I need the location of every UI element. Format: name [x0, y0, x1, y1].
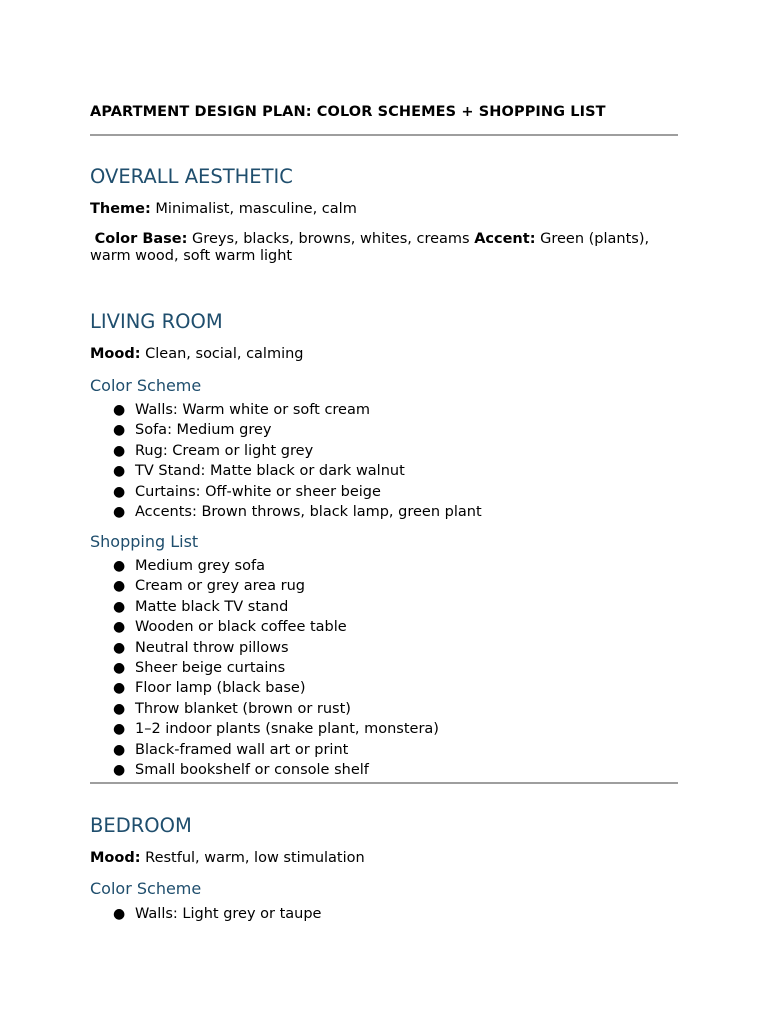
bullet-icon: ●	[113, 639, 126, 656]
color-base-paragraph	[90, 231, 678, 265]
list-item: ● Cream or grey area rug	[90, 576, 439, 596]
bullet-icon: ●	[113, 619, 126, 636]
list-item: ● Walls: Light grey or taupe	[90, 904, 321, 924]
title-divider	[90, 134, 678, 136]
list-item: ● Sheer beige curtains	[90, 658, 439, 678]
section-divider	[90, 782, 678, 784]
bedroom-mood-value: Restful, warm, low stimulation	[140, 850, 365, 866]
bullet-icon: ●	[113, 598, 126, 615]
theme-value: Minimalist, masculine, calm	[150, 201, 357, 217]
list-item: ● Walls: Warm white or soft cream	[90, 400, 482, 420]
bedroom-mood-line	[90, 850, 365, 867]
list-item: ● Small bookshelf or console shelf	[90, 760, 439, 780]
bullet-icon: ●	[113, 422, 126, 439]
bullet-icon: ●	[113, 463, 126, 480]
list-item: ● Wooden or black coffee table	[90, 617, 439, 637]
bullet-icon: ●	[113, 483, 126, 500]
living-room-heading: LIVING ROOM	[90, 310, 223, 333]
bullet-icon: ●	[113, 761, 126, 778]
accent-label: Accent:	[474, 231, 536, 247]
bedroom-color-scheme-list	[90, 904, 321, 924]
list-item: ● Medium grey sofa	[90, 556, 439, 576]
bullet-icon: ●	[113, 680, 126, 697]
list-item: ● Matte black TV stand	[90, 597, 439, 617]
list-item: ● Rug: Cream or light grey	[90, 441, 482, 461]
living-room-shopping-list	[90, 556, 439, 780]
living-room-shopping-heading: Shopping List	[90, 532, 199, 551]
bedroom-color-scheme-heading: Color Scheme	[90, 879, 202, 898]
theme-line	[90, 201, 357, 218]
bullet-icon: ●	[113, 700, 126, 717]
list-item: ● Neutral throw pillows	[90, 638, 439, 658]
list-item: ● Curtains: Off-white or sheer beige	[90, 482, 482, 502]
bullet-icon: ●	[113, 402, 126, 418]
list-item: ● TV Stand: Matte black or dark walnut	[90, 461, 482, 481]
color-base-label: Color Base:	[94, 231, 188, 247]
list-item: ● Black-framed wall art or print	[90, 740, 439, 760]
bullet-icon: ●	[113, 906, 126, 922]
list-item: ● Accents: Brown throws, black lamp, green plant	[90, 502, 482, 522]
bullet-icon: ●	[113, 741, 126, 758]
bullet-icon: ●	[113, 442, 126, 459]
living-room-color-scheme-heading: Color Scheme	[90, 376, 202, 395]
bullet-icon: ●	[113, 558, 126, 574]
bullet-icon: ●	[113, 503, 126, 520]
living-room-color-scheme-list	[90, 400, 482, 522]
accent-value: Green (plants), warm wood, soft warm light	[90, 231, 650, 264]
bedroom-mood-label: Mood:	[90, 850, 141, 866]
living-room-mood-value: Clean, social, calming	[140, 346, 304, 362]
document-title: APARTMENT DESIGN PLAN: COLOR SCHEMES + SHOPPING LIST	[90, 104, 606, 120]
theme-label: Theme:	[90, 201, 151, 217]
list-item: ● Throw blanket (brown or rust)	[90, 699, 439, 719]
list-item: ● 1–2 indoor plants (snake plant, monstera)	[90, 719, 439, 739]
living-room-mood-label: Mood:	[90, 346, 141, 362]
list-item: ● Floor lamp (black base)	[90, 678, 439, 698]
bullet-icon: ●	[113, 578, 126, 595]
overall-aesthetic-heading: OVERALL AESTHETIC	[90, 165, 293, 188]
bullet-icon: ●	[113, 721, 126, 738]
list-item: ● Sofa: Medium grey	[90, 420, 482, 440]
color-base-value: Greys, blacks, browns, whites, creams	[187, 231, 475, 247]
bedroom-heading: BEDROOM	[90, 814, 192, 837]
bullet-icon: ●	[113, 659, 126, 676]
living-room-mood-line	[90, 346, 304, 363]
